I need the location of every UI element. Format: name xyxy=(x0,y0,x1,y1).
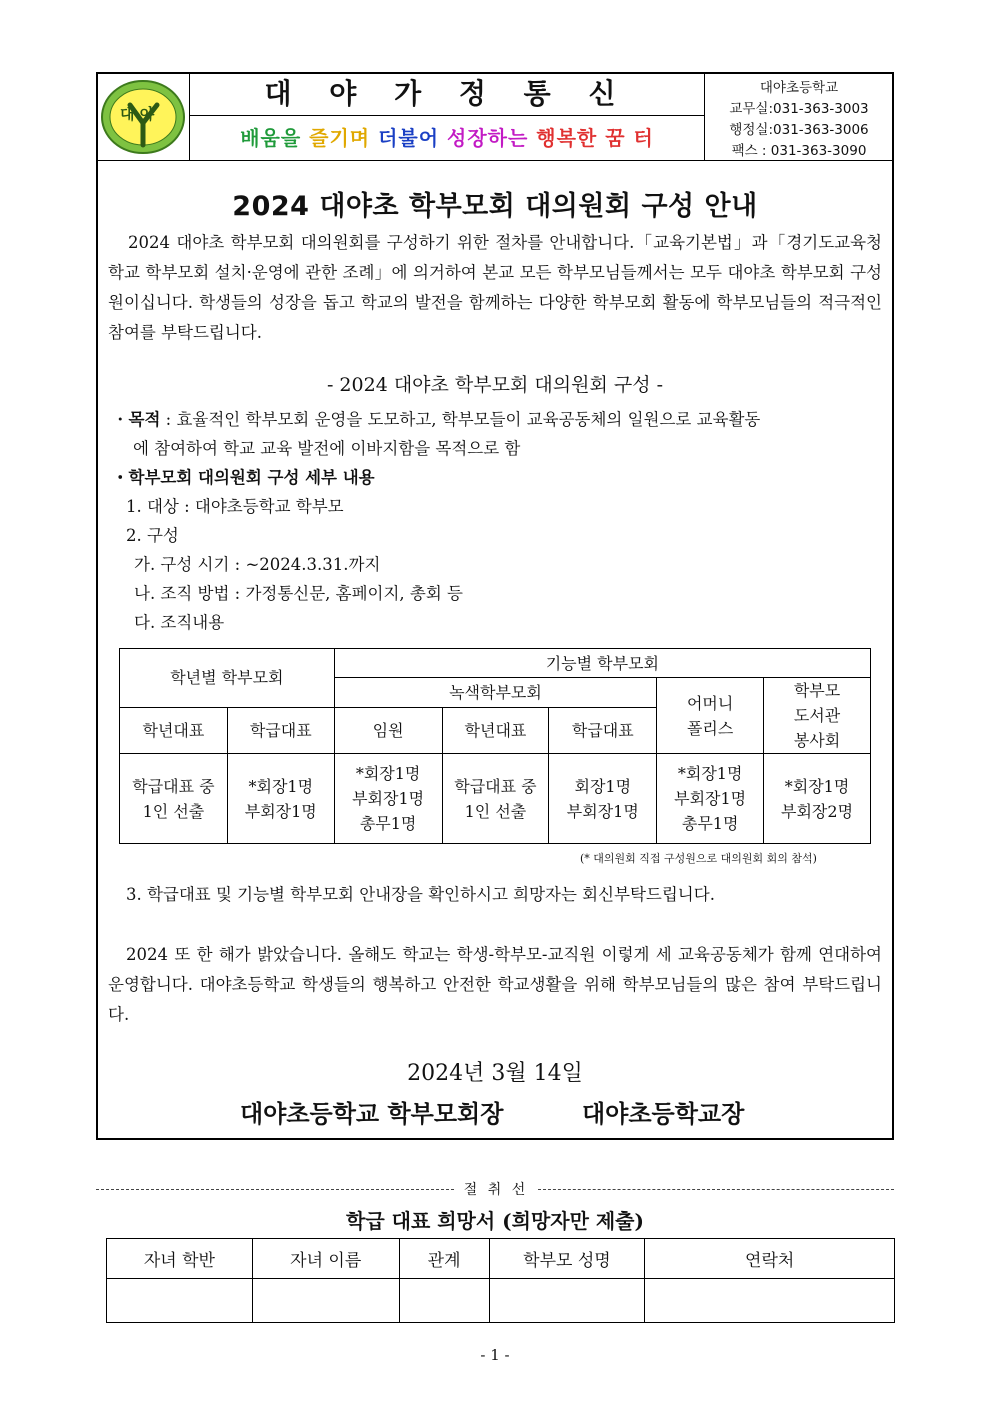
purpose-line-2: 에 참여하여 학교 교육 발전에 이바지함을 목적으로 함 xyxy=(133,439,521,458)
form-header-child-name: 자녀 이름 xyxy=(252,1239,399,1279)
form-header-contact: 연락처 xyxy=(645,1239,895,1279)
mothers-police-header: 어머니 폴리스 xyxy=(657,678,764,754)
form-field-relation[interactable] xyxy=(399,1279,489,1323)
form-header-parent-name: 학부모 성명 xyxy=(489,1239,645,1279)
form-field-child-name[interactable] xyxy=(252,1279,399,1323)
grade-group-header: 학년별 학부모회 xyxy=(120,649,335,708)
page-number: - 1 - xyxy=(480,1346,510,1364)
col-header: 학급대표 xyxy=(549,707,657,753)
table-cell: *회장1명 부회장1명 xyxy=(227,754,334,844)
purpose-text: : 효율적인 학부모회 운영을 도모하고, 학부모들이 교육공동체의 일원으로 교육활동 xyxy=(160,410,761,429)
newsletter-title: 대 야 가 정 통 신 xyxy=(264,77,630,110)
issue-date: 2024년 3월 14일 xyxy=(407,1061,583,1086)
library-volunteers-header: 학부모 도서관 봉사회 xyxy=(764,678,871,754)
cut-line-right xyxy=(538,1189,894,1190)
purpose-line xyxy=(112,405,760,434)
form-title: 학급 대표 희망서 (희망자만 제출) xyxy=(346,1209,644,1233)
col-header: 학년대표 xyxy=(442,707,549,753)
school-contact-info xyxy=(708,78,890,162)
signature-principal: 대야초등학교장 xyxy=(582,1100,745,1128)
motto-segment: 더불어 xyxy=(378,126,448,150)
col-header: 임원 xyxy=(334,707,442,753)
logo-text: 대 야 xyxy=(120,105,155,123)
motto-segment: 배움을 xyxy=(240,126,310,150)
table-cell: *회장1명 부회장1명 총무1명 xyxy=(334,754,442,844)
closing-paragraph: 2024 또 한 해가 밝았습니다. 올해도 학교는 학생-학부모-교직원 이렇게 세 교육공동체가 함께 연대하여 운영합니다. 대야초등학교 학생들의 행복하고 안전한 학교생활을 위해 학부모님들의 많은 참여 부탁드립니다. xyxy=(108,945,882,1024)
intro-paragraph: 2024 대야초 학부모회 대의원회를 구성하기 위한 절차를 안내합니다.「교육기본법」과「경기도교육청 학교 학부모회 설치·운영에 관한 조례」에 의거하여 본교 모든 학부모님들께서는 모두 대야초 학부모회 구성원이십니다. 학생들의 성장을 돕고 학교의 발전을 함께하는 다양한 학부모회 활동에 학부모님들의 적극적인 참여를 부탁드립니다. xyxy=(108,233,882,342)
cut-line-left xyxy=(96,1189,454,1190)
purpose-label: 목적 xyxy=(128,410,161,429)
item-content: 다. 조직내용 xyxy=(134,613,225,632)
signature-parents-president: 대야초등학교 학부모회장 xyxy=(240,1100,504,1128)
section-heading: - 2024 대야초 학부모회 대의원회 구성 - xyxy=(326,374,664,396)
col-header: 학급대표 xyxy=(227,707,334,753)
item-composition: 2. 구성 xyxy=(126,526,179,545)
item-method: 나. 조직 방법 : 가정통신문, 홈페이지, 총회 등 xyxy=(134,584,463,603)
form-field-contact[interactable] xyxy=(645,1279,895,1323)
table-cell: 학급대표 중 1인 선출 xyxy=(120,754,228,844)
motto-segment: 성장하는 xyxy=(447,126,537,150)
cut-line-label: 절 취 선 xyxy=(463,1182,529,1198)
table-footnote: (* 대의원회 직접 구성원으로 대의원회 회의 참석) xyxy=(580,852,817,865)
organization-table xyxy=(119,648,871,844)
green-mothers-header: 녹색학부모회 xyxy=(334,678,657,708)
function-group-header: 기능별 학부모회 xyxy=(334,649,870,678)
application-form-table xyxy=(106,1238,895,1323)
item-3: 3. 학급대표 및 기능별 학부모회 안내장을 확인하시고 희망자는 회신부탁드립니다. xyxy=(126,885,715,904)
bullet: ・ xyxy=(112,410,129,429)
item-target: 1. 대상 : 대야초등학교 학부모 xyxy=(126,497,344,516)
admin-phone: 행정실:031-363-3006 xyxy=(729,122,869,138)
school-logo xyxy=(100,79,186,155)
school-name: 대야초등학교 xyxy=(759,80,839,96)
table-cell: *회장1명 부회장2명 xyxy=(764,754,871,844)
form-header-relation: 관계 xyxy=(399,1239,489,1279)
col-header: 학년대표 xyxy=(120,707,228,753)
table-cell: *회장1명 부회장1명 총무1명 xyxy=(657,754,764,844)
table-cell: 회장1명 부회장1명 xyxy=(549,754,657,844)
details-heading: ・학부모회 대의원회 구성 세부 내용 xyxy=(112,468,375,487)
table-cell: 학급대표 중 1인 선출 xyxy=(442,754,549,844)
motto-segment: 즐기며 xyxy=(309,126,379,150)
header-mid-divider xyxy=(190,115,704,116)
motto-segment: 행복한 꿈 터 xyxy=(536,126,654,150)
form-field-class[interactable] xyxy=(107,1279,253,1323)
page-title: 2024 대야초 학부모회 대의원회 구성 안내 xyxy=(232,191,758,222)
school-motto xyxy=(190,118,704,158)
office-phone: 교무실:031-363-3003 xyxy=(729,101,869,117)
form-field-parent-name[interactable] xyxy=(489,1279,645,1323)
fax-number: 팩스 : 031-363-3090 xyxy=(731,143,867,159)
item-timing: 가. 구성 시기 : ~2024.3.31.까지 xyxy=(134,555,381,574)
form-header-class: 자녀 학반 xyxy=(107,1239,253,1279)
